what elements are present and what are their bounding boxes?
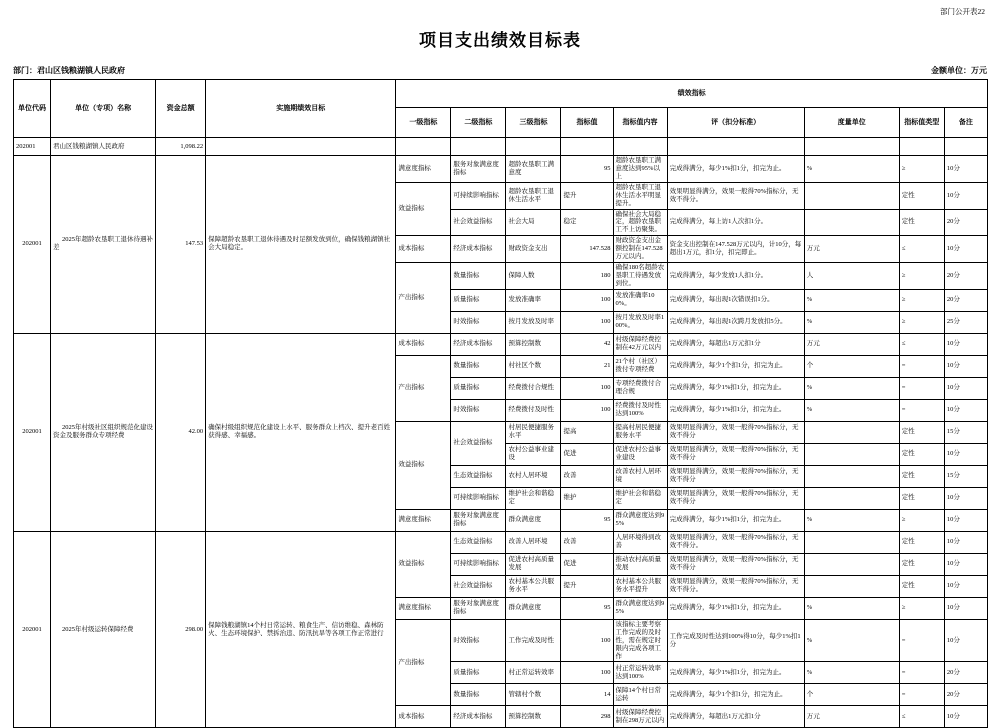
cell-level2-indicator: 可持续影响指标 <box>451 487 506 509</box>
cell-measure-unit: % <box>804 156 899 183</box>
cell-level1-indicator: 效益指标 <box>396 182 451 236</box>
cell-indicator-value: 改善 <box>561 531 613 553</box>
cell-level3-indicator: 群众满意度 <box>506 597 561 619</box>
cell-value-content: 群众满意度达到95% <box>613 509 667 531</box>
cell-level2-indicator: 生态效益指标 <box>451 531 506 553</box>
cell-level1-indicator: 满意度指标 <box>396 509 451 531</box>
cell-scoring-standard: 完成得满分，每超出1万元扣1分 <box>667 706 804 728</box>
cell-level1-indicator: 满意度指标 <box>396 597 451 619</box>
cell-value-content: 21个村（社区）拨付专项经费 <box>613 355 667 377</box>
cell-empty <box>899 138 944 156</box>
col-header-value-type: 指标值类型 <box>899 108 944 138</box>
cell-measure-unit: 人 <box>804 263 899 290</box>
cell-remarks: 15分 <box>944 465 987 487</box>
cell-level2-indicator: 服务对象满意度指标 <box>451 156 506 183</box>
table-row <box>14 333 988 355</box>
cell-level2-indicator: 生态效益指标 <box>451 465 506 487</box>
cell-indicator-value: 促进 <box>561 553 613 575</box>
cell-value-type: = <box>899 377 944 399</box>
cell-measure-unit: 万元 <box>804 236 899 263</box>
cell-value-type: = <box>899 619 944 662</box>
cell-indicator-value: 促进 <box>561 443 613 465</box>
cell-level3-indicator: 保障人数 <box>506 263 561 290</box>
cell-total-amount: 42.00 <box>156 333 206 531</box>
cell-value-content: 超龄农垦职工满意度达到95%以上 <box>613 156 667 183</box>
table-row <box>14 156 988 183</box>
cell-level1-indicator: 产出指标 <box>396 355 451 421</box>
cell-scoring-standard: 效果明显得满分，效果一般得70%指标分，无效不得分 <box>667 421 804 443</box>
cell-remarks: 10分 <box>944 706 987 728</box>
cell-value-type: ≥ <box>899 311 944 333</box>
cell-indicator-value: 14 <box>561 684 613 706</box>
cell-level2-indicator: 时效指标 <box>451 399 506 421</box>
cell-scoring-standard: 效果明显得满分，效果一般得70%指标分，无效不得分 <box>667 553 804 575</box>
cell-scoring-standard: 完成得满分，每上访1人次扣1分。 <box>667 209 804 236</box>
cell-scoring-standard: 完成得满分，每少1%扣1分，扣完为止。 <box>667 156 804 183</box>
cell-measure-unit: % <box>804 311 899 333</box>
cell-value-content: 按月发放及时率100%。 <box>613 311 667 333</box>
cell-level3-indicator: 发放准确率 <box>506 289 561 311</box>
cell-remarks: 10分 <box>944 156 987 183</box>
cell-level2-indicator: 经济成本指标 <box>451 333 506 355</box>
cell-value-type: ≥ <box>899 289 944 311</box>
cell-level2-indicator: 质量指标 <box>451 662 506 684</box>
cell-level3-indicator: 财政资金支出 <box>506 236 561 263</box>
cell-scoring-standard: 完成得满分，每少发放1人扣1分。 <box>667 263 804 290</box>
cell-value-type: 定性 <box>899 575 944 597</box>
cell-scoring-standard: 效果明显得满分，效果一般得70%指标分，无效不得分。 <box>667 575 804 597</box>
cell-level2-indicator: 社会效益指标 <box>451 209 506 236</box>
cell-level2-indicator: 数量指标 <box>451 355 506 377</box>
cell-indicator-value: 提升 <box>561 182 613 209</box>
cell-measure-unit: % <box>804 597 899 619</box>
cell-level2-indicator: 可持续影响指标 <box>451 553 506 575</box>
cell-scoring-standard: 完成得满分，每少1个扣1分，扣完为止。 <box>667 355 804 377</box>
cell-empty <box>804 138 899 156</box>
cell-empty <box>396 138 451 156</box>
cell-remarks: 20分 <box>944 684 987 706</box>
cell-scoring-standard: 效果明显得满分，效果一般得70%指标分，无效不得分 <box>667 443 804 465</box>
cell-remarks: 20分 <box>944 263 987 290</box>
cell-indicator-value: 稳定 <box>561 209 613 236</box>
cell-remarks: 10分 <box>944 443 987 465</box>
cell-level3-indicator: 农村基本公共服务水平 <box>506 575 561 597</box>
cell-level2-indicator: 数量指标 <box>451 684 506 706</box>
cell-scoring-standard: 效果明显得满分，效果一般得70%指标分，无效不得分 <box>667 487 804 509</box>
cell-indicator-value: 147.528 <box>561 236 613 263</box>
cell-level2-indicator: 质量指标 <box>451 377 506 399</box>
cell-level3-indicator: 预算控制数 <box>506 333 561 355</box>
performance-target-table <box>13 79 988 728</box>
cell-value-content: 超龄农垦职工退休生活水平明显提升。 <box>613 182 667 209</box>
cell-value-type: 定性 <box>899 421 944 443</box>
cell-level3-indicator: 群众满意度 <box>506 509 561 531</box>
cell-level3-indicator: 维护社会和谐稳定 <box>506 487 561 509</box>
cell-remarks: 10分 <box>944 619 987 662</box>
cell-indicator-value: 298 <box>561 706 613 728</box>
cell-value-type: ≥ <box>899 263 944 290</box>
cell-remarks: 25分 <box>944 311 987 333</box>
cell-remarks: 10分 <box>944 355 987 377</box>
cell-measure-unit: % <box>804 289 899 311</box>
col-header-level1: 一级指标 <box>396 108 451 138</box>
cell-measure-unit: 个 <box>804 355 899 377</box>
cell-level3-indicator: 超龄农垦职工退休生活水平 <box>506 182 561 209</box>
cell-value-content: 提高村居民便捷服务水平 <box>613 421 667 443</box>
cell-level2-indicator: 社会效益指标 <box>451 421 506 465</box>
cell-value-content: 该指标主要考察工作完成的及时性，需在规定时限内完成各项工作 <box>613 619 667 662</box>
cell-level1-indicator: 产出指标 <box>396 619 451 706</box>
cell-empty <box>451 138 506 156</box>
col-header-level2: 二级指标 <box>451 108 506 138</box>
cell-measure-unit: % <box>804 662 899 684</box>
cell-remarks: 10分 <box>944 575 987 597</box>
cell-unit-name: 君山区钱粮湖镇人民政府 <box>51 138 156 156</box>
cell-indicator-value: 提升 <box>561 575 613 597</box>
cell-value-content: 发放准确率100%。 <box>613 289 667 311</box>
table-row <box>14 531 988 553</box>
cell-empty <box>613 138 667 156</box>
cell-measure-unit <box>804 531 899 553</box>
cell-value-content: 确保社会大局稳定，超龄农垦职工不上访聚集。 <box>613 209 667 236</box>
cell-value-type: 定性 <box>899 531 944 553</box>
cell-measure-unit <box>804 443 899 465</box>
cell-measure-unit <box>804 487 899 509</box>
cell-level3-indicator: 经费拨付合规性 <box>506 377 561 399</box>
form-number-label: 部门公开表22 <box>940 7 985 16</box>
cell-level1-indicator: 成本指标 <box>396 706 451 728</box>
cell-total-amount: 1,098.22 <box>156 138 206 156</box>
cell-indicator-value: 180 <box>561 263 613 290</box>
cell-value-content: 维护社会和谐稳定 <box>613 487 667 509</box>
cell-measure-unit <box>804 575 899 597</box>
cell-level1-indicator: 产出指标 <box>396 263 451 334</box>
cell-measure-unit: 万元 <box>804 706 899 728</box>
cell-level2-indicator: 服务对象满意度指标 <box>451 597 506 619</box>
cell-scoring-standard: 资金支出控制在147.528万元以内，计10分，每超出1万元，扣1分，扣完即止。 <box>667 236 804 263</box>
cell-level3-indicator: 预算控制数 <box>506 706 561 728</box>
cell-level2-indicator: 时效指标 <box>451 311 506 333</box>
cell-value-type: 定性 <box>899 487 944 509</box>
cell-level1-indicator: 满意度指标 <box>396 156 451 183</box>
cell-measure-unit: % <box>804 509 899 531</box>
cell-total-amount: 147.53 <box>156 156 206 334</box>
cell-value-type: 定性 <box>899 443 944 465</box>
cell-level3-indicator: 农村公益事业建设 <box>506 443 561 465</box>
cell-indicator-value: 100 <box>561 289 613 311</box>
cell-total-amount: 298.00 <box>156 531 206 728</box>
cell-indicator-value: 100 <box>561 662 613 684</box>
cell-measure-unit: % <box>804 377 899 399</box>
cell-value-content: 农村基本公共服务水平提升 <box>613 575 667 597</box>
cell-level3-indicator: 管辖村个数 <box>506 684 561 706</box>
cell-remarks: 20分 <box>944 289 987 311</box>
cell-remarks: 10分 <box>944 333 987 355</box>
cell-level3-indicator: 超龄农垦职工满意度 <box>506 156 561 183</box>
cell-level1-indicator: 成本指标 <box>396 333 451 355</box>
cell-value-type: 定性 <box>899 465 944 487</box>
cell-period-goal: 保障钱粮湖镇14个村日常运转、粮食生产、信访维稳、森林防火、生态环境保护、禁拆治违、防汛抗旱等各项工作正常进行 <box>206 531 396 728</box>
cell-level2-indicator: 经济成本指标 <box>451 236 506 263</box>
cell-measure-unit: 万元 <box>804 333 899 355</box>
cell-measure-unit: 个 <box>804 684 899 706</box>
cell-scoring-standard: 完成得满分，每少1%扣1分，扣完为止。 <box>667 662 804 684</box>
cell-scoring-standard: 完成得满分，每少1%扣1分，扣完为止。 <box>667 399 804 421</box>
cell-value-type: ≥ <box>899 509 944 531</box>
cell-scoring-standard: 完成得满分，每少1%扣1分，扣完为止。 <box>667 377 804 399</box>
cell-level3-indicator: 农村人居环境 <box>506 465 561 487</box>
cell-empty <box>561 138 613 156</box>
cell-value-content: 人居环境得到改善 <box>613 531 667 553</box>
cell-period-goal: 保障超龄农垦职工退休待遇及时足额发放到位，确保钱粮湖镇社会大局稳定。 <box>206 156 396 334</box>
col-header-remarks: 备注 <box>944 108 987 138</box>
cell-value-content: 村正常运转效率达到100% <box>613 662 667 684</box>
cell-unit-name: 2025年超龄农垦职工退休待遇补差 <box>51 156 156 334</box>
cell-value-content: 促进农村公益事业建设 <box>613 443 667 465</box>
cell-indicator-value: 改善 <box>561 465 613 487</box>
cell-remarks: 15分 <box>944 421 987 443</box>
cell-indicator-value: 21 <box>561 355 613 377</box>
cell-value-content: 改善农村人居环境 <box>613 465 667 487</box>
cell-level1-indicator: 效益指标 <box>396 421 451 509</box>
cell-remarks: 20分 <box>944 209 987 236</box>
cell-scoring-standard: 完成得满分，每超出1万元扣1分 <box>667 333 804 355</box>
cell-level2-indicator: 经济成本指标 <box>451 706 506 728</box>
cell-value-type: 定性 <box>899 209 944 236</box>
cell-scoring-standard: 完成得满分，每少1%扣1分，扣完为止。 <box>667 597 804 619</box>
cell-value-content: 确保180名超龄农垦职工待遇发放到位。 <box>613 263 667 290</box>
cell-scoring-standard: 完成得满分，每出现1次跨月发放扣5分。 <box>667 311 804 333</box>
cell-value-type: ≥ <box>899 156 944 183</box>
cell-value-content: 推动农村高质量发展 <box>613 553 667 575</box>
cell-empty <box>944 138 987 156</box>
cell-period-goal: 确保村级组织规范化建设上水平、服务群众上档次、提升老百姓获得感、幸福感。 <box>206 333 396 531</box>
cell-level3-indicator: 按月发放及时率 <box>506 311 561 333</box>
page-title: 项目支出绩效目标表 <box>419 31 581 50</box>
col-header-unit-code: 单位代码 <box>14 80 51 138</box>
cell-value-type: ≤ <box>899 333 944 355</box>
cell-remarks: 10分 <box>944 597 987 619</box>
cell-indicator-value: 95 <box>561 597 613 619</box>
cell-indicator-value: 维护 <box>561 487 613 509</box>
cell-value-content: 村级保障经费控制在42万元以内 <box>613 333 667 355</box>
col-header-level3: 三级指标 <box>506 108 561 138</box>
cell-unit-code: 202001 <box>14 333 51 531</box>
cell-value-type: ≥ <box>899 597 944 619</box>
cell-scoring-standard: 完成得满分，每少1%扣1分，扣完为止。 <box>667 509 804 531</box>
cell-level2-indicator: 可持续影响指标 <box>451 182 506 209</box>
col-header-total-amount: 资金总额 <box>156 80 206 138</box>
col-header-unit-name: 单位（专项）名称 <box>51 80 156 138</box>
cell-value-type: ≤ <box>899 706 944 728</box>
cell-empty <box>667 138 804 156</box>
cell-value-content: 群众满意度达到95% <box>613 597 667 619</box>
col-header-performance-group: 绩效指标 <box>396 80 988 108</box>
department-label: 部门：君山区钱粮湖镇人民政府 <box>13 66 125 75</box>
cell-level3-indicator: 工作完成及时性 <box>506 619 561 662</box>
cell-level2-indicator: 服务对象满意度指标 <box>451 509 506 531</box>
cell-indicator-value: 提高 <box>561 421 613 443</box>
col-header-scoring-standard: 评（扣分标准） <box>667 108 804 138</box>
col-header-indicator-value: 指标值 <box>561 108 613 138</box>
cell-indicator-value: 95 <box>561 156 613 183</box>
amount-unit-label: 金额单位：万元 <box>931 66 987 75</box>
cell-measure-unit: % <box>804 619 899 662</box>
cell-value-type: ≤ <box>899 236 944 263</box>
cell-level2-indicator: 时效指标 <box>451 619 506 662</box>
cell-measure-unit <box>804 209 899 236</box>
cell-level3-indicator: 经费拨付及时性 <box>506 399 561 421</box>
cell-remarks: 10分 <box>944 236 987 263</box>
cell-scoring-standard: 完成得满分，每出现1次错误扣1分。 <box>667 289 804 311</box>
cell-value-content: 保障14个村日常运转 <box>613 684 667 706</box>
cell-level3-indicator: 改善人居环境 <box>506 531 561 553</box>
cell-value-type: = <box>899 355 944 377</box>
cell-scoring-standard: 效果明显得满分，效果一般得70%指标分，无效不得分。 <box>667 531 804 553</box>
cell-remarks: 10分 <box>944 487 987 509</box>
cell-level3-indicator: 村居民便捷服务水平 <box>506 421 561 443</box>
cell-unit-code: 202001 <box>14 156 51 334</box>
cell-indicator-value: 100 <box>561 311 613 333</box>
table-meta <box>13 65 987 76</box>
cell-period-goal <box>206 138 396 156</box>
cell-measure-unit <box>804 421 899 443</box>
cell-value-content: 经费拨付及时性达到100% <box>613 399 667 421</box>
cell-indicator-value: 100 <box>561 377 613 399</box>
cell-remarks: 10分 <box>944 509 987 531</box>
cell-value-type: = <box>899 662 944 684</box>
cell-measure-unit <box>804 553 899 575</box>
table-header <box>14 80 988 138</box>
cell-unit-code: 202001 <box>14 531 51 728</box>
cell-level2-indicator: 质量指标 <box>451 289 506 311</box>
cell-unit-name: 2025年村级运转保障经费 <box>51 531 156 728</box>
cell-level3-indicator: 促进农村高质量发展 <box>506 553 561 575</box>
cell-measure-unit <box>804 465 899 487</box>
cell-unit-name: 2025年村级社区组织规范化建设资金及服务群众专项经费 <box>51 333 156 531</box>
cell-indicator-value: 95 <box>561 509 613 531</box>
col-header-value-content: 指标值内容 <box>613 108 667 138</box>
cell-remarks: 10分 <box>944 553 987 575</box>
cell-indicator-value: 100 <box>561 399 613 421</box>
cell-remarks: 10分 <box>944 531 987 553</box>
cell-level2-indicator: 数量指标 <box>451 263 506 290</box>
cell-value-content: 专项经费拨付合理合规 <box>613 377 667 399</box>
cell-level3-indicator: 村正常运转效率 <box>506 662 561 684</box>
cell-indicator-value: 100 <box>561 619 613 662</box>
cell-value-type: = <box>899 399 944 421</box>
cell-level3-indicator: 社会大局 <box>506 209 561 236</box>
cell-value-type: 定性 <box>899 182 944 209</box>
cell-scoring-standard: 效果明显得满分，效果一般得70%指标分，无效不得分 <box>667 465 804 487</box>
cell-level1-indicator: 效益指标 <box>396 531 451 597</box>
cell-remarks: 10分 <box>944 182 987 209</box>
cell-remarks: 20分 <box>944 662 987 684</box>
cell-value-content: 财政资金支出金额控制在147.528万元以内。 <box>613 236 667 263</box>
table-row <box>14 138 988 156</box>
col-header-period-goal: 实施期绩效目标 <box>206 80 396 138</box>
cell-scoring-standard: 工作完成及时性达到100%得10分，每少1%扣1分 <box>667 619 804 662</box>
cell-scoring-standard: 效果明显得满分，效果一般得70%指标分，无效不得分。 <box>667 182 804 209</box>
cell-level2-indicator: 社会效益指标 <box>451 575 506 597</box>
cell-level3-indicator: 村社区个数 <box>506 355 561 377</box>
cell-scoring-standard: 完成得满分，每少1个扣1分，扣完为止。 <box>667 684 804 706</box>
col-header-measure-unit: 度量单位 <box>804 108 899 138</box>
cell-value-type: = <box>899 684 944 706</box>
cell-remarks: 10分 <box>944 399 987 421</box>
header-row-1 <box>14 80 988 108</box>
cell-value-type: 定性 <box>899 553 944 575</box>
cell-measure-unit: % <box>804 399 899 421</box>
cell-remarks: 10分 <box>944 377 987 399</box>
cell-level1-indicator: 成本指标 <box>396 236 451 263</box>
cell-empty <box>506 138 561 156</box>
cell-measure-unit <box>804 182 899 209</box>
table-body <box>14 138 988 728</box>
cell-indicator-value: 42 <box>561 333 613 355</box>
cell-unit-code: 202001 <box>14 138 51 156</box>
cell-value-content: 村级保障经费控制在298万元以内 <box>613 706 667 728</box>
